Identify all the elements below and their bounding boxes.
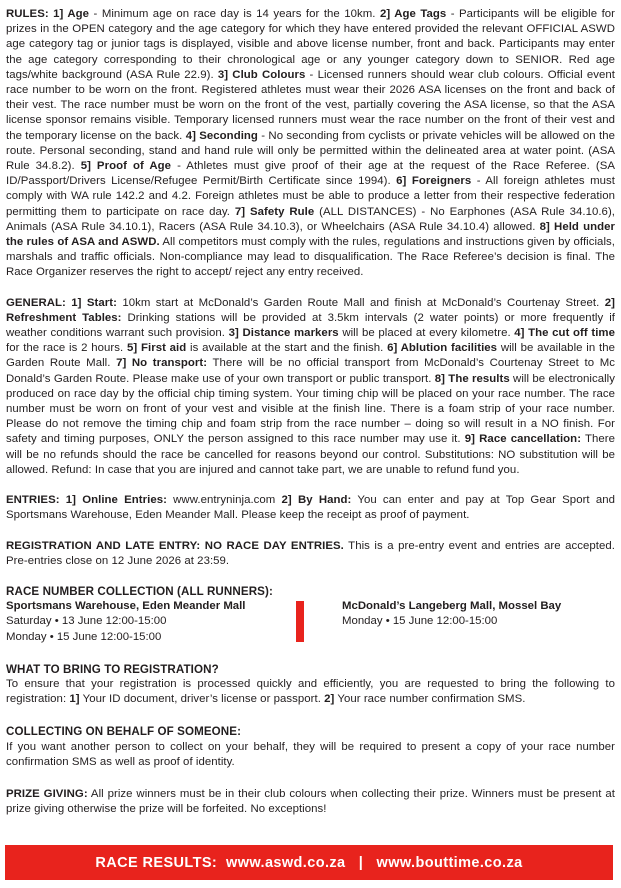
collection-columns xyxy=(6,599,615,645)
collection-red-divider xyxy=(296,601,304,642)
race-number-collection-title: RACE NUMBER COLLECTION xyxy=(6,584,174,598)
registration-paragraph: REGISTRATION AND LATE ENTRY: NO RACE DAY ENTRIES. This is a pre-entry event and entries are accepted. Pre-entries close on 12 June 2026 at 23:59. xyxy=(6,539,615,567)
race-number-collection-subtitle: (ALL RUNNERS): xyxy=(173,584,273,598)
rules-paragraph: RULES: 1] Age - Minimum age on race day is 14 years for the 10km. 2] Age Tags - Participants will be eligible for prizes in the OPEN category and the age category for which they have entered provided the relevant OFFICIAL ASWD age category tag or junior tags is displayed, visible and above license number, front and back. Participants may enter the age category corresponding to their chronological age or any younger category down to SENIOR. Red age tags/white background (ASA Rule 22.9). 3] Club Colours - Licensed runners should wear club colours. Official event race number to be worn on the front. Registered athletes must wear their 2026 ASA licenses on the front and back of their vest. The race number must be worn on the front of the vest, partially covering the ASA license, so that the ASA license sponsor remains visible. Temporary licensed runners must wear the race number on the front of their vest and the temporary license on the back. 4] Seconding - No seconding from cyclists or private vehicles will be allowed on the route. Personal seconding, stand and hand rule will only be permitted within the delineated area at water point. (ASA Rule 34.8.2). 5] Proof of Age - Athletes must give proof of their age at the request of the Race Referee. (SA ID/Passport/Drivers License/Refugee Permit/Birth Certificate since 1994). 6] Foreigners - All foreign athletes must comply with WA rule 142.2 and 4.2. Foreign athletes must be able to produce a letter from their respective federation permitting them to participate on race day. 7] Safety Rule (ALL DISTANCES) - No Earphones (ASA Rule 34.10.6), Animals (ASA Rule 34.10.1), Racers (ASA Rule 34.10.3), or Wheelchairs (ASA Rule 34.10.4) allowed. 8] Held under the rules of ASA and ASWD. All competitors must comply with the rules, regulations and instructions given by officials, marshals and traffic officials. Non-compliance may lead to disqualification. The Race Referee’s decision is final. The Race Organizer reserves the right to accept/ reject any entry received. xyxy=(6,8,616,279)
race-number-collection-heading xyxy=(6,584,615,599)
collecting-paragraph: If you want another person to collect on your behalf, they will be required to present a copy of your race number confirmation SMS as well as proof of identity. xyxy=(6,740,615,768)
race-results-text: RACE RESULTS: www.aswd.co.za | www.bouttime.co.za xyxy=(95,854,523,871)
entries-paragraph: ENTRIES: 1] Online Entries: www.entryninja.com 2] By Hand: You can enter and pay at Top Gear Sport and Sportsmans Warehouse, Eden Meander Mall. Please keep the receipt as proof of payment. xyxy=(6,494,615,522)
collection-venue-left: Sportsmans Warehouse, Eden Meander Mall xyxy=(6,600,246,613)
race-results-bar xyxy=(5,845,613,880)
prize-giving-paragraph: PRIZE GIVING: All prize winners must be in their club colours when collecting their prize. Winners must be present at prize giving otherwise the prize will be forfeited. No exceptions! xyxy=(6,787,615,816)
what-to-bring-paragraph: To ensure that your registration is processed quickly and efficiently, you are requested to bring the following to registration: 1] Your ID document, driver’s license or passport. 2] Your race number confirmation SMS. xyxy=(6,677,615,706)
collection-venue-right: McDonald’s Langeberg Mall, Mossel Bay xyxy=(342,600,562,613)
collection-right-column xyxy=(342,599,615,629)
collecting-heading: COLLECTING ON BEHALF OF SOMEONE: xyxy=(6,725,242,739)
collecting-section xyxy=(6,724,615,770)
general-paragraph: GENERAL: 1] Start: 10km start at McDonald’s Garden Route Mall and finish at McDonald’s Courtenay Street. 2] Refreshment Tables: Drinking stations will be provided at 3.5km intervals (2 water points) or more frequently if weather conditions warrant such provision. 3] Distance markers will be placed at every kilometre. 4] The cut off time for the race is 2 hours. 5] First aid is available at the start and the finish. 6] Ablution facilities will be available in the Garden Route Mall. 7] No transport: There will be no official transport from McDonald’s Courtenay Street to Mc Donald’s Garden Route. Please make use of your own transport or public transport. 8] The results will be electronically produced on race day by the official chip timing system. Your timing chip will be placed on your race number. The race number must be worn on front of your vest and visible at the finish line. There is a foam strip of your race number. Please do not remove the timing chip and foam strip from the race number – doing so will result in a NO finish. For safety and timing purposes, ONLY the person assigned to this race number may use it. 9] Race cancellation: There will be no refunds should the race be cancelled for reasons beyond our control. Substitutions: NO substitution will be allowed. Refund: In case that you are injured and cannot take part, we are unable to refund fund you. xyxy=(6,296,616,476)
what-to-bring-heading: WHAT TO BRING TO REGISTRATION? xyxy=(6,662,219,676)
what-to-bring-section xyxy=(6,662,615,708)
collection-time-line: Saturday • 13 June 12:00-15:00 xyxy=(6,615,167,628)
collection-time-line: Monday • 15 June 12:00-15:00 xyxy=(342,615,498,628)
collection-time-line: Monday • 15 June 12:00-15:00 xyxy=(6,630,162,643)
race-number-collection-section xyxy=(6,584,615,645)
collection-left-column xyxy=(6,599,296,645)
